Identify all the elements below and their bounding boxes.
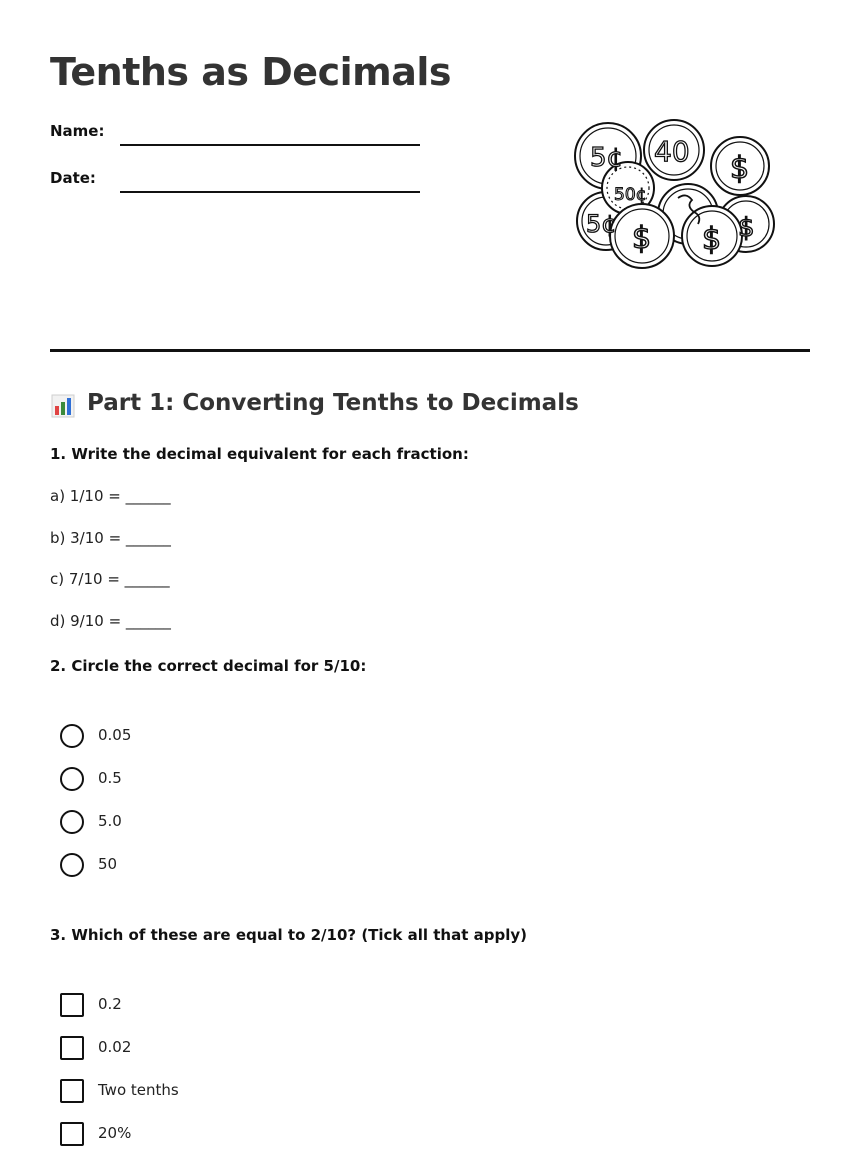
radio-option[interactable] — [60, 853, 360, 879]
answer-item-b[interactable]: b) 3/10 = ______ — [50, 529, 171, 547]
checkbox-option-label: 0.02 — [98, 1038, 132, 1056]
radio-option-label: 5.0 — [98, 812, 122, 830]
radio-button[interactable] — [60, 767, 84, 791]
part-1-title: Part 1: Converting Tenths to Decimals — [87, 390, 579, 416]
radio-option[interactable] — [60, 810, 360, 836]
checkbox-option[interactable] — [60, 993, 360, 1019]
radio-option[interactable] — [60, 724, 360, 750]
svg-text:$: $ — [702, 222, 722, 257]
radio-option-label: 0.5 — [98, 769, 122, 787]
answer-item-c[interactable]: c) 7/10 = ______ — [50, 570, 170, 588]
checkbox-option-label: Two tenths — [98, 1081, 179, 1099]
checkbox[interactable] — [60, 1079, 84, 1103]
name-label: Name: — [50, 122, 105, 140]
question-3-prompt: 3. Which of these are equal to 2/10? (Tick all that apply) — [50, 926, 527, 944]
radio-button[interactable] — [60, 853, 84, 877]
section-divider — [50, 349, 810, 352]
radio-button[interactable] — [60, 724, 84, 748]
answer-item-a[interactable]: a) 1/10 = ______ — [50, 487, 171, 505]
svg-text:40: 40 — [654, 135, 690, 168]
page-title: Tenths as Decimals — [50, 50, 452, 94]
checkbox-option[interactable] — [60, 1079, 360, 1105]
date-field-row — [50, 169, 420, 199]
svg-text:50¢: 50¢ — [614, 185, 647, 205]
coins-illustration — [570, 118, 775, 273]
checkbox[interactable] — [60, 1122, 84, 1146]
date-field[interactable] — [120, 191, 420, 193]
name-field-row — [50, 122, 420, 152]
checkbox-option-label: 20% — [98, 1124, 132, 1142]
checkbox[interactable] — [60, 993, 84, 1017]
radio-option[interactable] — [60, 767, 360, 793]
radio-option-label: 50 — [98, 855, 118, 873]
date-label: Date: — [50, 169, 96, 187]
svg-text:5¢: 5¢ — [590, 143, 624, 173]
checkbox-option[interactable] — [60, 1122, 360, 1148]
svg-text:$: $ — [730, 151, 750, 186]
answer-item-d[interactable]: d) 9/10 = ______ — [50, 612, 171, 630]
checkbox[interactable] — [60, 1036, 84, 1060]
checkbox-option[interactable] — [60, 1036, 360, 1062]
question-1-prompt: 1. Write the decimal equivalent for each fraction: — [50, 445, 469, 463]
bar-chart-icon — [50, 393, 76, 419]
svg-text:$: $ — [738, 213, 755, 243]
svg-text:5¢: 5¢ — [586, 210, 617, 238]
question-2-prompt: 2. Circle the correct decimal for 5/10: — [50, 657, 367, 675]
name-field[interactable] — [120, 144, 420, 146]
radio-option-label: 0.05 — [98, 726, 132, 744]
svg-text:$: $ — [632, 221, 652, 256]
radio-button[interactable] — [60, 810, 84, 834]
checkbox-option-label: 0.2 — [98, 995, 122, 1013]
